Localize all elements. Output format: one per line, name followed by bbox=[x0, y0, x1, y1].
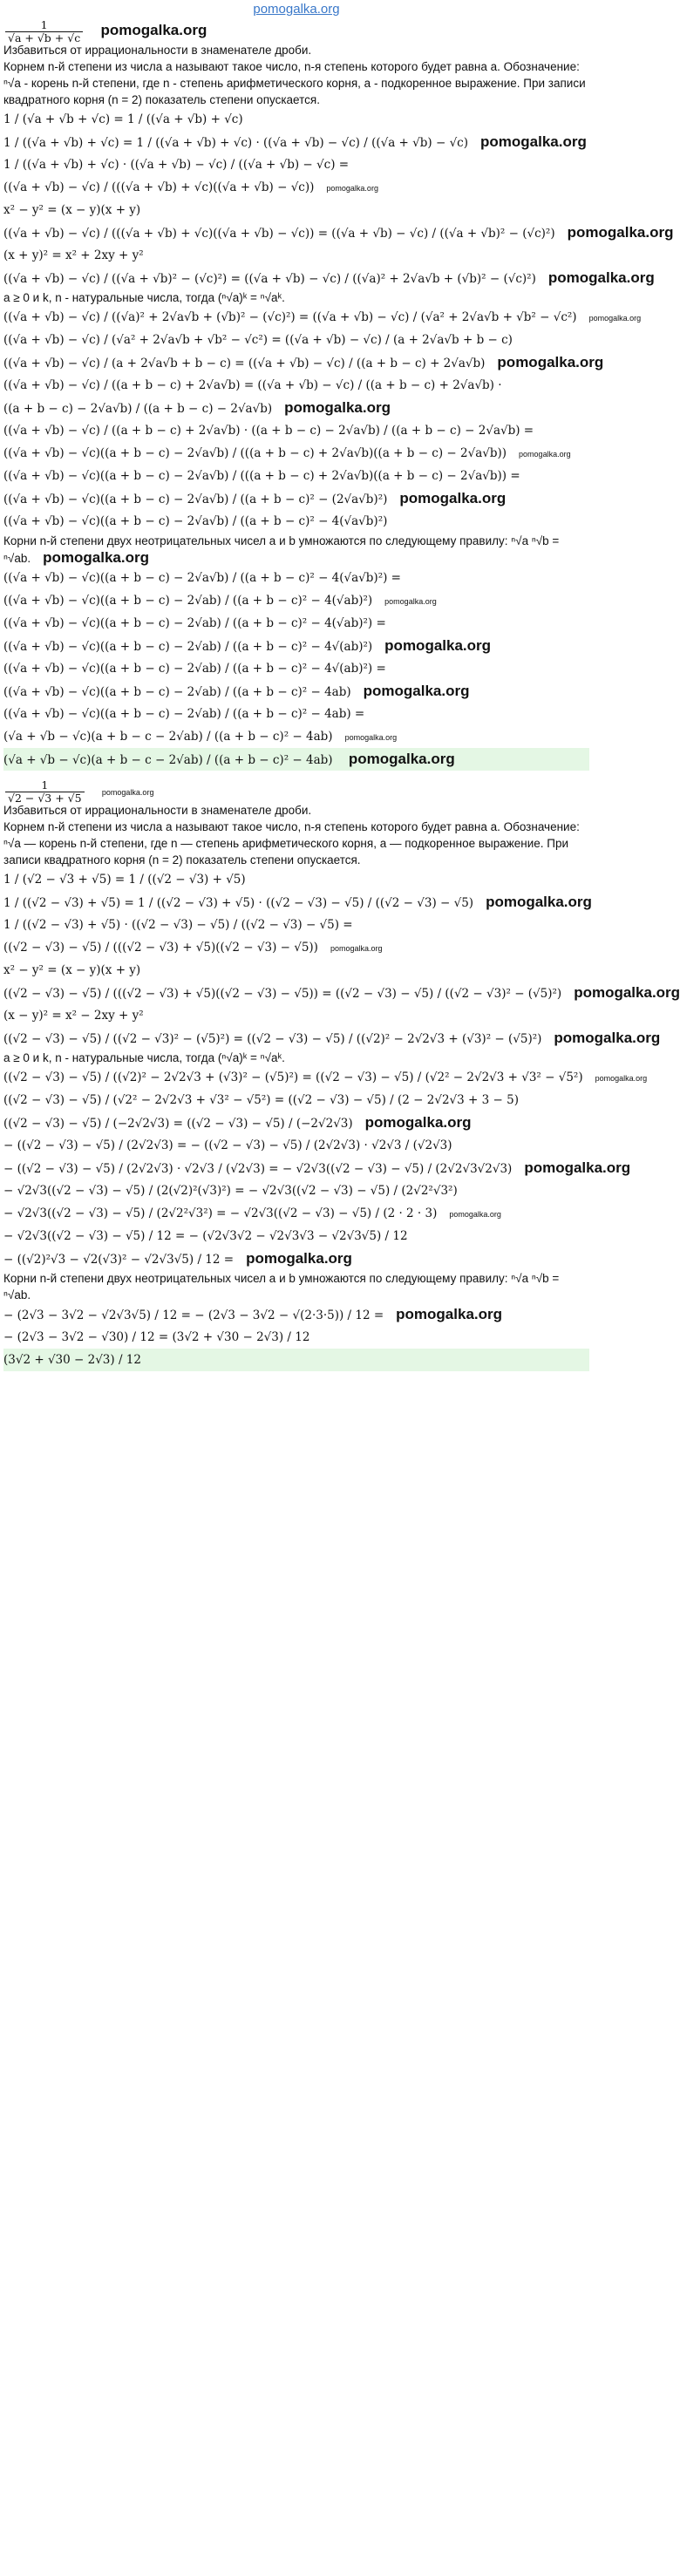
watermark: pomogalka.org bbox=[497, 354, 604, 370]
definition-text-1: Корнем n-й степени из числа a называют такое число, n-я степень которого будет равна a. Обозначение: ⁿ√a - корень n-й степени, где n - степень арифметического корня, a - подкоренное выражение. При записи квадратного корня (n = 2) показатель степени опускается. bbox=[3, 60, 586, 106]
math-line-text: 1 / (√2 − √3 + √5) = 1 / ((√2 − √3) + √5) bbox=[3, 873, 246, 887]
math-line-text: ((√2 − √3) − √5) / ((√2)² − 2√2√3 + (√3)² − (√5)²) = ((√2 − √3) − √5) / (√2² − 2√2√3 + √3² − √5²) bbox=[3, 1071, 583, 1084]
watermark: pomogalka.org bbox=[574, 984, 680, 1001]
math-line bbox=[3, 891, 592, 914]
problem-2-fraction: $\frac{1}{√2 - √3 + √5}$ bbox=[5, 779, 85, 805]
math-line-text: ((√a + √b) − √c)((a + b − c) − 2√ab) / ((a + b − c)² − 4(√ab)²) bbox=[3, 594, 373, 608]
math-line bbox=[3, 108, 589, 131]
answer-1 bbox=[3, 748, 589, 771]
math-line-text: ((√a + √b) − √c)((a + b − c) − 2√a√b) / (((a + b − c) + 2√a√b)((a + b − c) − 2√a√b)) = bbox=[3, 469, 520, 483]
watermark: pomogalka.org bbox=[101, 788, 154, 797]
math-line bbox=[3, 1326, 589, 1349]
solution-1-lines bbox=[3, 108, 674, 748]
math-line bbox=[3, 703, 589, 725]
watermark: pomogalka.org bbox=[524, 1159, 631, 1176]
math-line-text: − √2√3((√2 − √3) − √5) / (2(√2)²(√3)²) = − √2√3((√2 − √3) − √5) / (2√2²√3²) bbox=[3, 1184, 458, 1198]
watermark: pomogalka.org bbox=[43, 549, 149, 566]
math-line-text: − (2√3 − 3√2 − √30) / 12 = (3√2 + √30 − 2√3) / 12 bbox=[3, 1330, 310, 1344]
math-line bbox=[3, 419, 589, 442]
math-line-text: ((√a + √b) − √c)((a + b − c) − 2√a√b) / ((a + b − c)² − 4(√a√b)²) bbox=[3, 514, 388, 528]
math-line bbox=[3, 567, 589, 589]
math-line-text: ((√a + √b) − √c) / ((√a)² + 2√a√b + (√b)² − (√c)²) = ((√a + √b) − √c) / (√a² + 2√a√b + √b² − √c²) bbox=[3, 310, 577, 324]
watermark: pomogalka.org bbox=[100, 22, 207, 38]
math-line bbox=[3, 465, 589, 487]
math-line bbox=[3, 959, 589, 982]
math-line-text: a ≥ 0 и k, n - натуральные числа, тогда (ⁿ√a)ᵏ = ⁿ√aᵏ. bbox=[3, 1051, 285, 1064]
math-line-text: ((√a + √b) − √c)((a + b − c) − 2√ab) / ((a + b − c)² − 4(√ab)²) = bbox=[3, 616, 386, 630]
math-line-text: (x + y)² = x² + 2xy + y² bbox=[3, 248, 144, 262]
watermark: pomogalka.org bbox=[348, 751, 455, 767]
math-line bbox=[3, 1004, 589, 1027]
math-line-text: x² − y² = (x − y)(x + y) bbox=[3, 963, 141, 977]
math-line bbox=[3, 612, 589, 635]
math-line bbox=[3, 589, 589, 612]
watermark: pomogalka.org bbox=[363, 683, 470, 699]
math-line bbox=[3, 1270, 589, 1303]
watermark: pomogalka.org bbox=[399, 490, 507, 506]
math-line bbox=[3, 397, 589, 419]
math-line bbox=[3, 1225, 589, 1247]
math-line bbox=[3, 1050, 589, 1066]
math-line bbox=[3, 267, 655, 289]
answer-1-text: (√a + √b − √c)(a + b − c − 2√ab) / ((a + b − c)² − 4ab) bbox=[3, 753, 333, 767]
math-line-text: − ((√2)²√3 − √2(√3)² − √2√3√5) / 12 = bbox=[3, 1253, 235, 1267]
math-line bbox=[3, 1202, 589, 1225]
math-line bbox=[3, 487, 589, 510]
watermark: pomogalka.org bbox=[486, 894, 592, 910]
site-header bbox=[0, 0, 593, 19]
math-line-text: ((√2 − √3) − √5) / ((√2 − √3)² − (√5)²) = ((√2 − √3) − √5) / ((√2)² − 2√2√3 + (√3)² − (√5)²) bbox=[3, 1032, 542, 1046]
math-line bbox=[3, 868, 589, 891]
watermark: pomogalka.org bbox=[396, 1306, 503, 1322]
math-line-text: ((√a + √b) − √c)((a + b − c) − 2√ab) / ((a + b − c)² − 4√(ab)²) = bbox=[3, 662, 386, 676]
math-line-text: ((√2 − √3) − √5) / (√2² − 2√2√3 + √3² − √5²) = ((√2 − √3) − √5) / (2 − 2√2√3 + 3 − 5) bbox=[3, 1093, 519, 1107]
math-line bbox=[3, 1179, 589, 1202]
definition-text-2: Корнем n-й степени из числа a называют такое число, n-я степень которого будет равна a. Обозначение: ⁿ√a — корень n-й степени, где n — степень арифметического корня, a — подкоренное выражение. При записи квадратного корня (n = 2) показатель степени опускается. bbox=[3, 820, 580, 867]
solution-1 bbox=[0, 18, 674, 771]
math-line bbox=[3, 199, 589, 221]
watermark: pomogalka.org bbox=[449, 1210, 501, 1219]
site-link[interactable]: pomogalka.org bbox=[253, 2, 340, 17]
watermark: pomogalka.org bbox=[384, 597, 437, 606]
math-line bbox=[3, 982, 680, 1004]
watermark: pomogalka.org bbox=[326, 184, 378, 193]
math-line-text: 1 / ((√2 − √3) + √5) · ((√2 − √3) − √5) / ((√2 − √3) − √5) = bbox=[3, 918, 353, 932]
math-line bbox=[3, 221, 674, 244]
math-line bbox=[3, 329, 589, 351]
math-line-text: ((√a + √b) − √c)((a + b − c) − 2√ab) / ((a + b − c)² − 4√(ab)²) bbox=[3, 640, 373, 654]
watermark: pomogalka.org bbox=[567, 224, 674, 241]
math-line-text: ((√a + √b) − √c)((a + b − c) − 2√a√b) / ((a + b − c)² − 4(√a√b)²) = bbox=[3, 571, 401, 585]
math-line bbox=[3, 1111, 589, 1134]
math-line bbox=[3, 1134, 589, 1157]
math-line bbox=[3, 153, 589, 176]
watermark: pomogalka.org bbox=[330, 944, 383, 953]
watermark: pomogalka.org bbox=[246, 1250, 352, 1267]
solution-2-lines bbox=[3, 868, 680, 1349]
math-line-text: a ≥ 0 и k, n - натуральные числа, тогда (ⁿ√a)ᵏ = ⁿ√aᵏ. bbox=[3, 291, 285, 304]
math-line-text: − √2√3((√2 − √3) − √5) / (2√2²√3²) = − √2√3((√2 − √3) − √5) / (2 · 2 · 3) bbox=[3, 1206, 438, 1220]
watermark: pomogalka.org bbox=[554, 1030, 661, 1046]
math-line bbox=[3, 936, 589, 959]
answer-2-text: (3√2 + √30 − 2√3) / 12 bbox=[3, 1353, 141, 1367]
math-line-text: ((√a + √b) − √c)((a + b − c) − 2√ab) / ((a + b − c)² − 4ab) = bbox=[3, 707, 365, 721]
watermark: pomogalka.org bbox=[519, 450, 571, 459]
math-line-text: ((√a + √b) − √c) / (((√a + √b) + √c)((√a + √b) − √c)) = ((√a + √b) − √c) / ((√a + √b)² − (√c)²) bbox=[3, 227, 555, 241]
math-line-text: 1 / (√a + √b + √c) = 1 / ((√a + √b) + √c) bbox=[3, 112, 243, 126]
math-line-text: ((√a + √b) − √c)((a + b − c) − 2√a√b) / ((a + b − c)² − (2√a√b)²) bbox=[3, 493, 388, 506]
math-line-text: − √2√3((√2 − √3) − √5) / 12 = − (√2√3√2 − √2√3√3 − √2√3√5) / 12 bbox=[3, 1229, 408, 1243]
solution-2 bbox=[0, 778, 680, 1371]
math-line-text: − ((√2 − √3) − √5) / (2√2√3) · √2√3 / (√2√3) = − √2√3((√2 − √3) − √5) / (2√2√3√2√3) bbox=[3, 1162, 513, 1176]
math-line-text: ((√a + √b) − √c)((a + b − c) − 2√a√b) / (((a + b − c) + 2√a√b)((a + b − c) − 2√a√b)) bbox=[3, 446, 507, 460]
watermark: pomogalka.org bbox=[480, 133, 587, 150]
answer-2 bbox=[3, 1349, 589, 1371]
math-line bbox=[3, 244, 589, 267]
math-line bbox=[3, 1303, 589, 1326]
math-line-text: − ((√2 − √3) − √5) / (2√2√3) = − ((√2 − √3) − √5) / (2√2√3) · √2√3 / (√2√3) bbox=[3, 1138, 452, 1152]
math-line-text: ((√2 − √3) − √5) / (((√2 − √3) + √5)((√2 − √3) − √5)) bbox=[3, 941, 318, 955]
math-line-text: x² − y² = (x − y)(x + y) bbox=[3, 203, 141, 217]
math-line-text: Корни n-й степени двух неотрицательных чисел a и b умножаются по следующему правилу: ⁿ√a ⁿ√b = ⁿ√ab. bbox=[3, 534, 560, 565]
math-line bbox=[3, 131, 589, 153]
watermark: pomogalka.org bbox=[547, 269, 655, 286]
math-line-text: ((a + b − c) − 2√a√b) / ((a + b − c) − 2√a√b) bbox=[3, 402, 273, 416]
math-line bbox=[3, 680, 589, 703]
math-line-text: ((√a + √b) − √c) / (√a² + 2√a√b + √b² − √c²) = ((√a + √b) − √c) / (a + 2√a√b + b − c) bbox=[3, 333, 513, 347]
math-line bbox=[3, 635, 589, 657]
task-text-1: Избавиться от иррациональности в знаменателе дроби. bbox=[3, 44, 312, 57]
math-line bbox=[3, 725, 589, 748]
task-text-2: Избавиться от иррациональности в знаменателе дроби. bbox=[3, 804, 312, 817]
math-line bbox=[3, 657, 589, 680]
math-line-text: ((√2 − √3) − √5) / (−2√2√3) = ((√2 − √3) − √5) / (−2√2√3) bbox=[3, 1117, 353, 1131]
math-line-text: 1 / ((√2 − √3) + √5) = 1 / ((√2 − √3) + √5) · ((√2 − √3) − √5) / ((√2 − √3) − √5) bbox=[3, 896, 474, 910]
watermark: pomogalka.org bbox=[384, 637, 492, 654]
math-line-text: ((√a + √b) − √c)((a + b − c) − 2√ab) / ((a + b − c)² − 4ab) bbox=[3, 685, 351, 699]
math-line-text: 1 / ((√a + √b) + √c) · ((√a + √b) − √c) / ((√a + √b) − √c) = bbox=[3, 158, 350, 172]
math-line bbox=[3, 1027, 661, 1050]
math-line bbox=[3, 1157, 631, 1179]
math-line-text: − (2√3 − 3√2 − √2√3√5) / 12 = − (2√3 − 3√2 − √(2·3·5)) / 12 = bbox=[3, 1308, 384, 1322]
math-line bbox=[3, 914, 589, 936]
math-line bbox=[3, 351, 604, 374]
watermark: pomogalka.org bbox=[344, 733, 398, 742]
math-line-text: Корни n-й степени двух неотрицательных чисел a и b умножаются по следующему правилу: ⁿ√a ⁿ√b = ⁿ√ab. bbox=[3, 1272, 560, 1302]
math-line bbox=[3, 1247, 589, 1270]
math-line-text: ((√a + √b) − √c) / ((a + b − c) + 2√a√b) = ((√a + √b) − √c) / ((a + b − c) + 2√a√b) · bbox=[3, 378, 502, 392]
math-line bbox=[3, 176, 589, 199]
math-line-text: 1 / ((√a + √b) + √c) = 1 / ((√a + √b) + √c) · ((√a + √b) − √c) / ((√a + √b) − √c) bbox=[3, 136, 468, 150]
watermark: pomogalka.org bbox=[364, 1114, 472, 1131]
math-line bbox=[3, 442, 589, 465]
math-line-text: ((√a + √b) − √c) / (a + 2√a√b + b − c) = ((√a + √b) − √c) / ((a + b − c) + 2√a√b) bbox=[3, 357, 486, 370]
math-line-text: (x − y)² = x² − 2xy + y² bbox=[3, 1009, 144, 1023]
math-line bbox=[3, 306, 642, 329]
math-line bbox=[3, 1066, 648, 1089]
watermark: pomogalka.org bbox=[588, 314, 642, 323]
math-line-text: ((√a + √b) − √c) / ((√a + √b)² − (√c)²) = ((√a + √b) − √c) / ((√a)² + 2√a√b + (√b)² − (√c)²) bbox=[3, 272, 536, 286]
problem-1-fraction: $\frac{1}{√a + √b + √c}$ bbox=[5, 19, 83, 44]
math-line-text: ((√2 − √3) − √5) / (((√2 − √3) + √5)((√2 − √3) − √5)) = ((√2 − √3) − √5) / ((√2 − √3)² − (√5)²) bbox=[3, 987, 562, 1001]
watermark: pomogalka.org bbox=[284, 399, 391, 416]
math-line-text: ((√a + √b) − √c) / (((√a + √b) + √c)((√a + √b) − √c)) bbox=[3, 180, 315, 194]
math-line bbox=[3, 510, 589, 533]
math-line bbox=[3, 533, 589, 567]
math-line-text: ((√a + √b) − √c) / ((a + b − c) + 2√a√b) · ((a + b − c) − 2√a√b) / ((a + b − c) − 2√a√b) = bbox=[3, 424, 534, 438]
problem-1-title bbox=[3, 19, 589, 42]
problem-2-title bbox=[3, 778, 589, 805]
math-line bbox=[3, 1089, 589, 1111]
math-line bbox=[3, 374, 589, 397]
math-line-text: (√a + √b − √c)(a + b − c − 2√ab) / ((a + b − c)² − 4ab) bbox=[3, 730, 333, 744]
math-line bbox=[3, 289, 589, 306]
watermark: pomogalka.org bbox=[595, 1074, 648, 1083]
